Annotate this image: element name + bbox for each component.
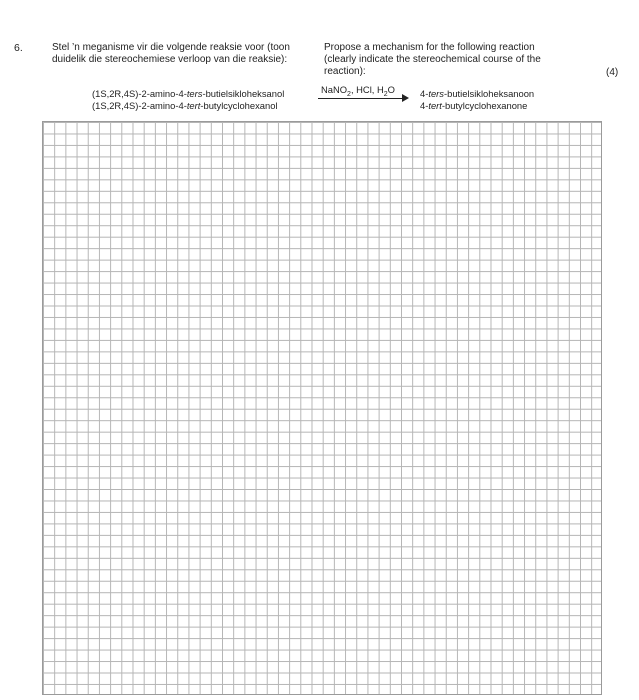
product-english: 4-tert-butylcyclohexanone bbox=[420, 99, 528, 111]
reagent-label: NaNO$_2$, HCl, $H_2O$ bbox=[321, 84, 395, 98]
arrow-line bbox=[318, 98, 407, 99]
reactant-english: (1S,2R,4S)-2-amino-4-tert-butylcyclohexanol bbox=[92, 99, 278, 111]
reactant-afrikaans: (1S,2R,4S)-2-amino-4-ters-butielsikloheksanol bbox=[92, 88, 285, 99]
question-text-afrikaans bbox=[52, 42, 320, 66]
english-line-3: reaction): bbox=[324, 66, 366, 77]
question-text-english bbox=[324, 42, 574, 78]
afrikaans-line-2: duidelik die stereochemiese verloop van die reaksie): bbox=[52, 54, 288, 65]
question-marks: (4) bbox=[606, 67, 619, 78]
answer-grid[interactable] bbox=[42, 121, 602, 695]
product-names bbox=[420, 88, 534, 111]
question-number: 6. bbox=[14, 42, 23, 54]
afrikaans-line-1: Stel ’n meganisme vir die volgende reaksie voor (toon bbox=[52, 42, 290, 53]
product-afrikaans: 4-ters-butielsikloheksanoon bbox=[420, 88, 535, 99]
english-line-1: Propose a mechanism for the following reaction bbox=[324, 42, 535, 53]
reactant-names bbox=[92, 88, 284, 111]
english-line-2: (clearly indicate the stereochemical course of the bbox=[324, 54, 541, 65]
reaction-arrow bbox=[318, 84, 410, 104]
arrow-head-icon bbox=[402, 94, 409, 102]
